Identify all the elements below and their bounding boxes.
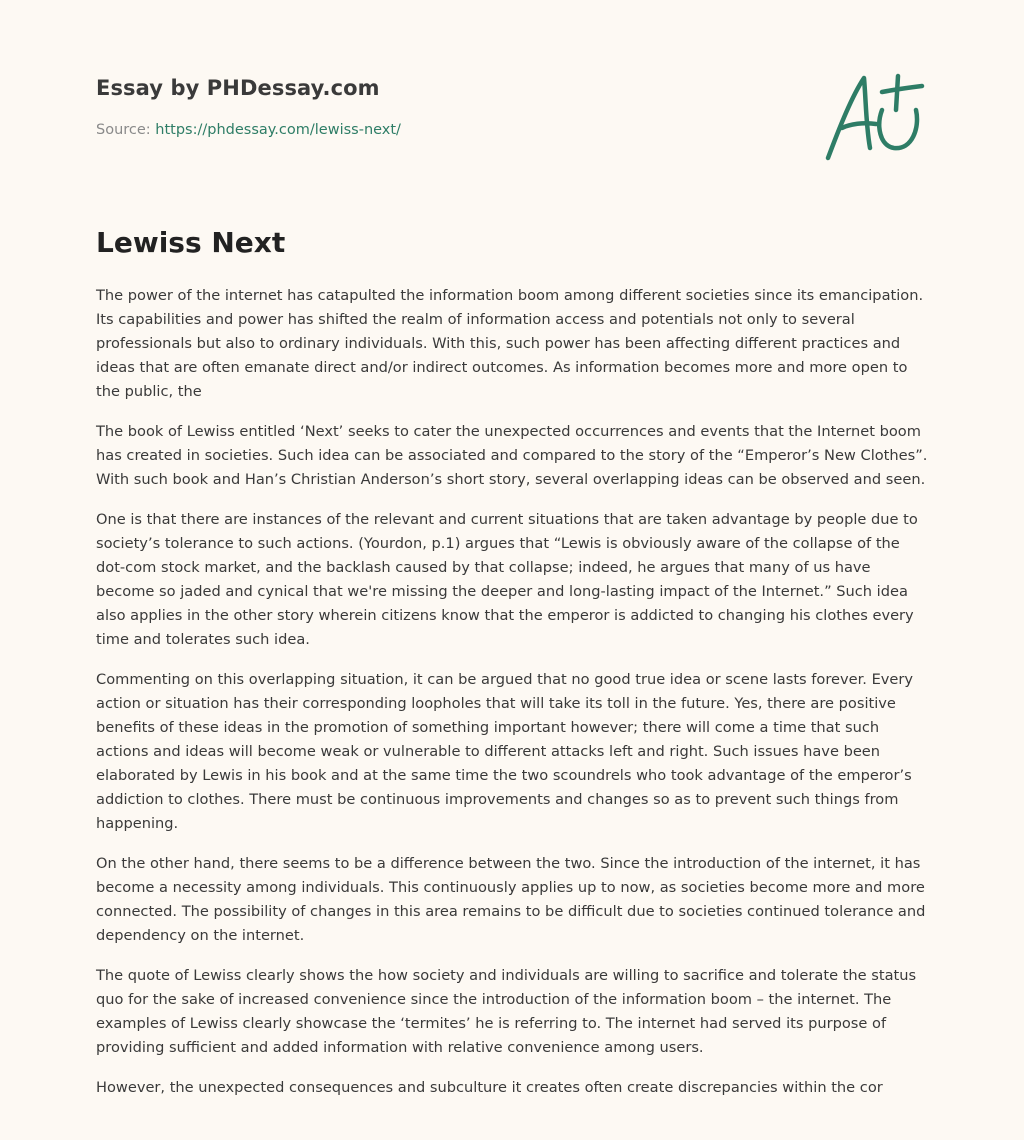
paragraph: The quote of Lewiss clearly shows the how society and individuals are willing to sacrifice and tolerate the status quo for the sake of increased convenience since the introduction of the information boom – the internet. The examples of Lewiss clearly showcase the ‘termites’ he is referring to. The internet had served its purpose of providing sufficient and added information with relative convenience among users. xyxy=(96,967,917,1056)
a-plus-logo-icon xyxy=(820,66,930,166)
paragraph: On the other hand, there seems to be a difference between the two. Since the introduction of the internet, it has become a necessity among individuals. This continuously applies up to now, as societies become more and more connected. The possibility of changes in this area remains to be difficult due to societies continued tolerance and dependency on the internet. xyxy=(96,855,926,944)
paragraph: The power of the internet has catapulted the information boom among different societies since its emancipation. Its capabilities and power has shifted the realm of information access and potentials not only to several professionals but also to ordinary individuals. With this, such power has been affecting different practices and ideas that are often emanate direct and/or indirect outcomes. As information becomes more and more open to the public, the xyxy=(96,287,924,400)
source-link[interactable]: https://phdessay.com/lewiss-next/ xyxy=(155,122,401,138)
paragraph: The book of Lewiss entitled ‘Next’ seeks to cater the unexpected occurrences and events that the Internet boom has created in societies. Such idea can be associated and compared to the story of the “Emperor’s New Clothes”. With such book and Han’s Christian Anderson’s short story, several overlapping ideas can be observed and seen. xyxy=(96,423,928,488)
header xyxy=(96,76,796,138)
paragraph: However, the unexpected consequences and subculture it creates often create discrepancies within the cor xyxy=(96,1079,883,1096)
paragraph: One is that there are instances of the relevant and current situations that are taken advantage by people due to society’s tolerance to such actions. (Yourdon, p.1) argues that “Lewis is obviously aware of the collapse of the dot-com stock market, and the backlash caused by that collapse; indeed, he argues that many of us have become so jaded and cynical that we're missing the deeper and long-lasting impact of the Internet.” Such idea also applies in the other story wherein citizens know that the emperor is addicted to changing his clothes every time and tolerates such idea. xyxy=(96,511,918,648)
source-label: Source: xyxy=(96,122,156,138)
source-line xyxy=(96,122,796,138)
article-body xyxy=(96,284,932,1116)
site-title: Essay by PHDessay.com xyxy=(96,76,380,100)
paragraph: Commenting on this overlapping situation, it can be argued that no good true idea or scene lasts forever. Every action or situation has their corresponding loopholes that will take its toll in the future. Yes, there are positive benefits of these ideas in the promotion of something important however; there will come a time that such actions and ideas will become weak or vulnerable to different attacks left and right. Such issues have been elaborated by Lewis in his book and at the same time the two scoundrels who took advantage of the emperor’s addiction to clothes. There must be continuous improvements and changes so as to prevent such things from happening. xyxy=(96,671,914,832)
page-title: Lewiss Next xyxy=(96,226,286,259)
